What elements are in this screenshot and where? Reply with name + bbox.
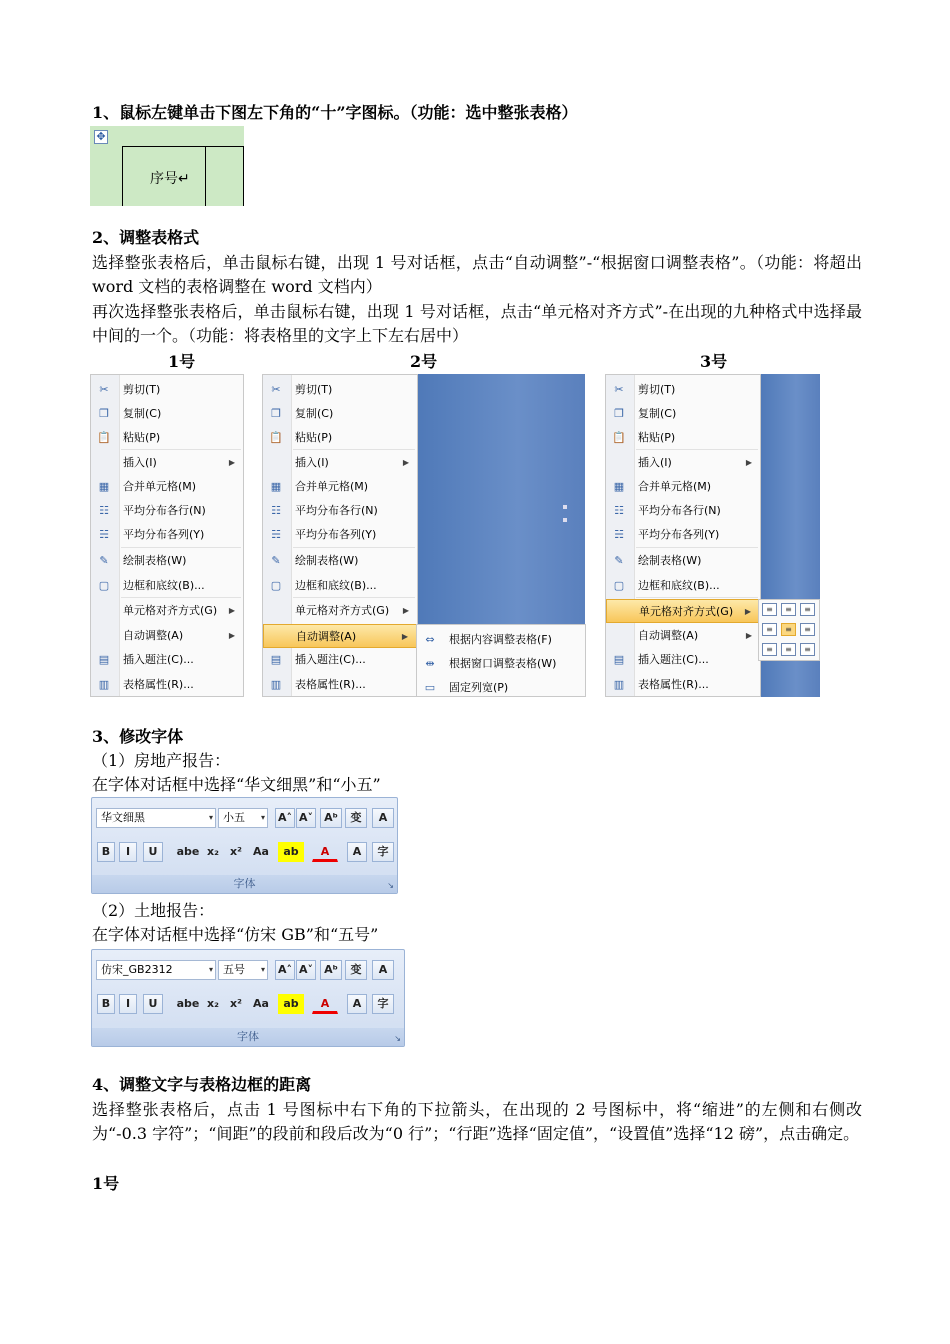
menu-item-label: 平均分布各行(N) xyxy=(638,504,721,517)
menu-item-3[interactable] xyxy=(606,451,760,475)
table-properties-icon: ▥ xyxy=(98,678,110,691)
copy-icon: ❐ xyxy=(99,407,109,420)
grow-font-icon[interactable]: A˄ xyxy=(275,808,295,828)
dropdown-arrow-icon: ▾ xyxy=(260,813,265,822)
char-border-icon[interactable]: A xyxy=(372,808,394,828)
bold-icon[interactable]: B xyxy=(97,994,115,1014)
menu-item-0[interactable] xyxy=(606,378,760,402)
submenu-arrow-icon: ▶ xyxy=(402,458,409,467)
menu-item-label: 复制(C) xyxy=(638,407,677,420)
subscript-icon[interactable]: x₂ xyxy=(207,845,219,858)
step4-heading: 4、调整文字与表格边框的距离 xyxy=(92,1075,312,1094)
step4-label: 1号 xyxy=(92,1174,120,1193)
paste-icon: 📋 xyxy=(612,431,626,444)
caption-icon: ▤ xyxy=(98,653,110,666)
menu-item-1[interactable] xyxy=(606,402,760,426)
step3-sub1: （1）房地产报告： xyxy=(92,751,231,770)
menu-item-label: 剪切(T) xyxy=(638,383,676,396)
move-cross-icon[interactable]: ✥ xyxy=(94,130,108,144)
font-name-select[interactable] xyxy=(96,808,216,828)
menu-item-6[interactable] xyxy=(263,523,417,547)
menu-item-6[interactable] xyxy=(91,523,243,547)
figure-label-2: 2号 xyxy=(410,352,438,371)
underline-icon[interactable]: U xyxy=(143,842,163,862)
menu-item-label: 合并单元格(M) xyxy=(295,480,369,493)
menu-item-9[interactable] xyxy=(606,599,760,623)
menu-item-label: 合并单元格(M) xyxy=(638,480,712,493)
copy-icon: ❐ xyxy=(614,407,624,420)
merge-cells-icon: ▦ xyxy=(98,480,110,493)
menu-item-label: 插入题注(C)... xyxy=(638,653,709,666)
menu-item-label: 复制(C) xyxy=(123,407,162,420)
submenu-arrow-icon: ▶ xyxy=(745,631,752,640)
char-border-icon[interactable]: A xyxy=(372,960,394,980)
autofit-option-1[interactable] xyxy=(417,652,585,676)
submenu-arrow-icon: ▶ xyxy=(228,458,235,467)
menu-item-label: 平均分布各列(Y) xyxy=(295,528,377,541)
menu-item-8[interactable] xyxy=(91,574,243,598)
menu-item-label: 自动调整(A) xyxy=(296,630,357,643)
dropdown-arrow-icon: ▾ xyxy=(208,813,213,822)
dropdown-arrow-icon: ▾ xyxy=(208,965,213,974)
char-shading-icon[interactable]: A xyxy=(347,842,367,862)
align-bottom-left-icon[interactable]: ≡ xyxy=(762,643,777,656)
highlight-icon[interactable]: ab xyxy=(278,842,304,862)
underline-icon[interactable]: U xyxy=(143,994,163,1014)
step2-heading: 2、调整表格式 xyxy=(92,228,200,247)
bold-icon[interactable]: B xyxy=(97,842,115,862)
menu-item-label: 插入(I) xyxy=(638,456,672,469)
menu-item-4[interactable] xyxy=(91,475,243,499)
menu-item-1[interactable] xyxy=(263,402,417,426)
menu-item-9[interactable] xyxy=(263,599,417,623)
step3-heading: 3、修改字体 xyxy=(92,727,184,746)
merge-cells-icon: ▦ xyxy=(613,480,625,493)
superscript-icon[interactable]: x² xyxy=(230,845,242,858)
font-size-select[interactable] xyxy=(218,960,268,980)
submenu-arrow-icon: ▶ xyxy=(745,458,752,467)
clear-format-icon[interactable]: Aᵇ xyxy=(320,960,342,980)
shrink-font-icon[interactable]: A˅ xyxy=(296,960,316,980)
borders-icon: ▢ xyxy=(613,579,625,592)
menu-item-4[interactable] xyxy=(606,475,760,499)
align-bottom-right-icon[interactable]: ≡ xyxy=(800,643,815,656)
menu-item-label: 自动调整(A) xyxy=(123,629,184,642)
merge-cells-icon: ▦ xyxy=(270,480,282,493)
menu-item-label: 剪切(T) xyxy=(123,383,161,396)
menu-item-label: 插入题注(C)... xyxy=(295,653,366,666)
menu-item-label: 插入题注(C)... xyxy=(123,653,194,666)
font-name-select[interactable] xyxy=(96,960,216,980)
align-middle-center-icon[interactable]: ≡ xyxy=(781,623,796,636)
menu-item-label: 表格属性(R)... xyxy=(123,678,194,691)
menu-item-5[interactable] xyxy=(91,499,243,523)
autofit-option-label: 根据内容调整表格(F) xyxy=(449,633,552,646)
font-size-value: 五号 xyxy=(223,963,245,976)
menu-item-label: 自动调整(A) xyxy=(638,629,699,642)
table-properties-icon: ▥ xyxy=(613,678,625,691)
step3-sub2-text: 在字体对话框中选择“仿宋 GB”和“五号” xyxy=(92,925,379,944)
figure-label-3: 3号 xyxy=(700,352,728,371)
grow-font-icon[interactable]: A˄ xyxy=(275,960,295,980)
menu-item-2[interactable] xyxy=(606,426,760,450)
autofit-contents-icon: ⇔ xyxy=(425,633,435,646)
menu-item-3[interactable] xyxy=(91,451,243,475)
menu-item-label: 插入(I) xyxy=(295,456,329,469)
distribute-rows-icon: ☷ xyxy=(99,504,109,517)
table-snippet xyxy=(90,126,244,206)
menu-item-12[interactable] xyxy=(606,673,760,697)
autofit-window-icon: ⇹ xyxy=(425,657,435,670)
menu-item-2[interactable] xyxy=(91,426,243,450)
menu-item-0[interactable] xyxy=(91,378,243,402)
menu-item-12[interactable] xyxy=(91,673,243,697)
context-menu-2 xyxy=(262,374,418,697)
menu-item-7[interactable] xyxy=(263,549,417,573)
ribbon-group-label: 字体 xyxy=(92,1028,404,1046)
submenu-arrow-icon: ▶ xyxy=(228,631,235,640)
italic-icon[interactable]: I xyxy=(119,842,137,862)
step3-sub2: （2）土地报告： xyxy=(92,901,215,920)
change-case-icon[interactable]: Aa xyxy=(253,845,269,858)
clear-format-icon[interactable]: Aᵇ xyxy=(320,808,342,828)
font-ribbon-1 xyxy=(91,797,398,894)
subscript-icon[interactable]: x₂ xyxy=(207,997,219,1010)
borders-icon: ▢ xyxy=(98,579,110,592)
menu-item-4[interactable] xyxy=(263,475,417,499)
align-top-left-icon[interactable]: ≡ xyxy=(762,603,777,616)
menu-item-5[interactable] xyxy=(606,499,760,523)
menu-item-label: 表格属性(R)... xyxy=(638,678,709,691)
submenu-arrow-icon: ▶ xyxy=(228,606,235,615)
context-menu-1 xyxy=(90,374,244,697)
dialog-launcher-icon[interactable]: ↘ xyxy=(394,1034,401,1043)
menu-item-label: 粘贴(P) xyxy=(638,431,676,444)
distribute-columns-icon: ☵ xyxy=(614,528,624,541)
enclose-char-icon[interactable]: 字 xyxy=(372,994,394,1014)
strikethrough-icon[interactable]: abe xyxy=(176,845,200,858)
align-top-right-icon[interactable]: ≡ xyxy=(800,603,815,616)
font-color-icon[interactable]: A xyxy=(312,842,338,862)
distribute-rows-icon: ☷ xyxy=(271,504,281,517)
table-properties-icon: ▥ xyxy=(270,678,282,691)
menu-item-8[interactable] xyxy=(606,574,760,598)
menu-item-10[interactable] xyxy=(91,624,243,648)
font-ribbon-2 xyxy=(91,949,405,1047)
menu-item-label: 单元格对齐方式(G) xyxy=(295,604,390,617)
borders-icon: ▢ xyxy=(270,579,282,592)
draw-table-icon: ✎ xyxy=(99,554,109,567)
table-cell-serial: 序号↵ xyxy=(150,171,190,187)
context-menu-3 xyxy=(605,374,761,697)
shrink-font-icon[interactable]: A˅ xyxy=(296,808,316,828)
figure-label-1: 1号 xyxy=(168,352,196,371)
menu-item-label: 平均分布各列(Y) xyxy=(123,528,205,541)
menu-item-label: 平均分布各列(Y) xyxy=(638,528,720,541)
cell-alignment-grid xyxy=(758,599,820,661)
menu-item-label: 剪切(T) xyxy=(295,383,333,396)
menu-item-5[interactable] xyxy=(263,499,417,523)
menu-item-12[interactable] xyxy=(263,673,417,697)
menu-item-label: 复制(C) xyxy=(295,407,334,420)
align-top-center-icon[interactable]: ≡ xyxy=(781,603,796,616)
menu-item-7[interactable] xyxy=(606,549,760,573)
menu-item-label: 平均分布各行(N) xyxy=(295,504,378,517)
change-case-icon[interactable]: Aa xyxy=(253,997,269,1010)
paste-icon: 📋 xyxy=(97,431,111,444)
menu-item-7[interactable] xyxy=(91,549,243,573)
menu-item-label: 插入(I) xyxy=(123,456,157,469)
menu-item-label: 平均分布各行(N) xyxy=(123,504,206,517)
align-middle-left-icon[interactable]: ≡ xyxy=(762,623,777,636)
menu-item-label: 粘贴(P) xyxy=(295,431,333,444)
menu-item-label: 合并单元格(M) xyxy=(123,480,197,493)
menu-item-8[interactable] xyxy=(263,574,417,598)
draw-table-icon: ✎ xyxy=(614,554,624,567)
distribute-columns-icon: ☵ xyxy=(271,528,281,541)
menu-item-1[interactable] xyxy=(91,402,243,426)
menu-item-11[interactable] xyxy=(263,648,417,672)
font-size-value: 小五 xyxy=(223,811,245,824)
menu-item-label: 边框和底纹(B)... xyxy=(638,579,720,592)
distribute-rows-icon: ☷ xyxy=(614,504,624,517)
menu-item-6[interactable] xyxy=(606,523,760,547)
submenu-arrow-icon: ▶ xyxy=(402,606,409,615)
strikethrough-icon[interactable]: abe xyxy=(176,997,200,1010)
menu-item-label: 绘制表格(W) xyxy=(123,554,187,567)
step2-paragraph-2: 再次选择整张表格后，单击鼠标右键，出现 1 号对话框，点击“单元格对齐方式”-在出现的九种格式中选择最中间的一个。（功能：将表格里的文字上下左右居中） xyxy=(92,302,862,345)
fixed-width-icon: ▭ xyxy=(424,681,436,694)
superscript-icon[interactable]: x² xyxy=(230,997,242,1010)
font-name-value: 仿宋_GB2312 xyxy=(101,963,173,976)
menu-item-label: 绘制表格(W) xyxy=(295,554,359,567)
autofit-option-2[interactable] xyxy=(417,676,585,700)
dialog-launcher-icon[interactable]: ↘ xyxy=(387,881,394,890)
menu-item-2[interactable] xyxy=(263,426,417,450)
menu-item-0[interactable] xyxy=(263,378,417,402)
autofit-submenu xyxy=(416,624,586,697)
font-color-icon[interactable]: A xyxy=(312,994,338,1014)
menu-item-label: 边框和底纹(B)... xyxy=(295,579,377,592)
align-bottom-center-icon[interactable]: ≡ xyxy=(781,643,796,656)
phonetic-guide-icon[interactable]: 变 xyxy=(345,808,367,828)
autofit-option-label: 根据窗口调整表格(W) xyxy=(449,657,557,670)
menu-item-10[interactable] xyxy=(606,624,760,648)
font-size-select[interactable] xyxy=(218,808,268,828)
menu-item-9[interactable] xyxy=(91,599,243,623)
caption-icon: ▤ xyxy=(613,653,625,666)
menu-item-label: 单元格对齐方式(G) xyxy=(639,605,734,618)
menu-item-10[interactable] xyxy=(263,624,417,648)
autofit-option-label: 固定列宽(P) xyxy=(449,681,509,694)
menu-item-label: 表格属性(R)... xyxy=(295,678,366,691)
paste-icon: 📋 xyxy=(269,431,283,444)
cut-icon: ✂ xyxy=(614,383,624,396)
caption-icon: ▤ xyxy=(270,653,282,666)
step2-paragraph-1: 选择整张表格后，单击鼠标右键，出现 1 号对话框，点击“自动调整”-“根据窗口调整表格”。（功能：将超出 word 文档的表格调整在 word 文档内） xyxy=(92,253,862,296)
italic-icon[interactable]: I xyxy=(119,994,137,1014)
submenu-arrow-icon: ▶ xyxy=(744,607,751,616)
menu-item-label: 绘制表格(W) xyxy=(638,554,702,567)
menu-item-label: 单元格对齐方式(G) xyxy=(123,604,218,617)
step4-paragraph: 选择整张表格后，点击 1 号图标中右下角的下拉箭头，在出现的 2 号图标中，将“缩进”的左侧和右侧改为“-0.3 字符”；“间距”的段前和段后改为“0 行”；“行距”选择“固定值”，“设置值”选择“12 磅”，点击确定。 xyxy=(92,1100,862,1143)
menu-item-label: 粘贴(P) xyxy=(123,431,161,444)
submenu-arrow-icon: ▶ xyxy=(401,632,408,641)
autofit-option-0[interactable] xyxy=(417,628,585,652)
step1-heading: 1、鼠标左键单击下图左下角的“十”字图标。（功能：选中整张表格） xyxy=(92,103,578,122)
copy-icon: ❐ xyxy=(271,407,281,420)
cut-icon: ✂ xyxy=(99,383,109,396)
menu-item-11[interactable] xyxy=(91,648,243,672)
distribute-columns-icon: ☵ xyxy=(99,528,109,541)
menu-item-3[interactable] xyxy=(263,451,417,475)
char-shading-icon[interactable]: A xyxy=(347,994,367,1014)
phonetic-guide-icon[interactable]: 变 xyxy=(345,960,367,980)
cut-icon: ✂ xyxy=(271,383,281,396)
menu-item-11[interactable] xyxy=(606,648,760,672)
ribbon-group-label: 字体 xyxy=(92,875,397,893)
highlight-icon[interactable]: ab xyxy=(278,994,304,1014)
menu-item-label: 边框和底纹(B)... xyxy=(123,579,205,592)
align-middle-right-icon[interactable]: ≡ xyxy=(800,623,815,636)
font-name-value: 华文细黑 xyxy=(101,811,145,824)
enclose-char-icon[interactable]: 字 xyxy=(372,842,394,862)
dropdown-arrow-icon: ▾ xyxy=(260,965,265,974)
step3-sub1-text: 在字体对话框中选择“华文细黑”和“小五” xyxy=(92,775,381,794)
draw-table-icon: ✎ xyxy=(271,554,281,567)
